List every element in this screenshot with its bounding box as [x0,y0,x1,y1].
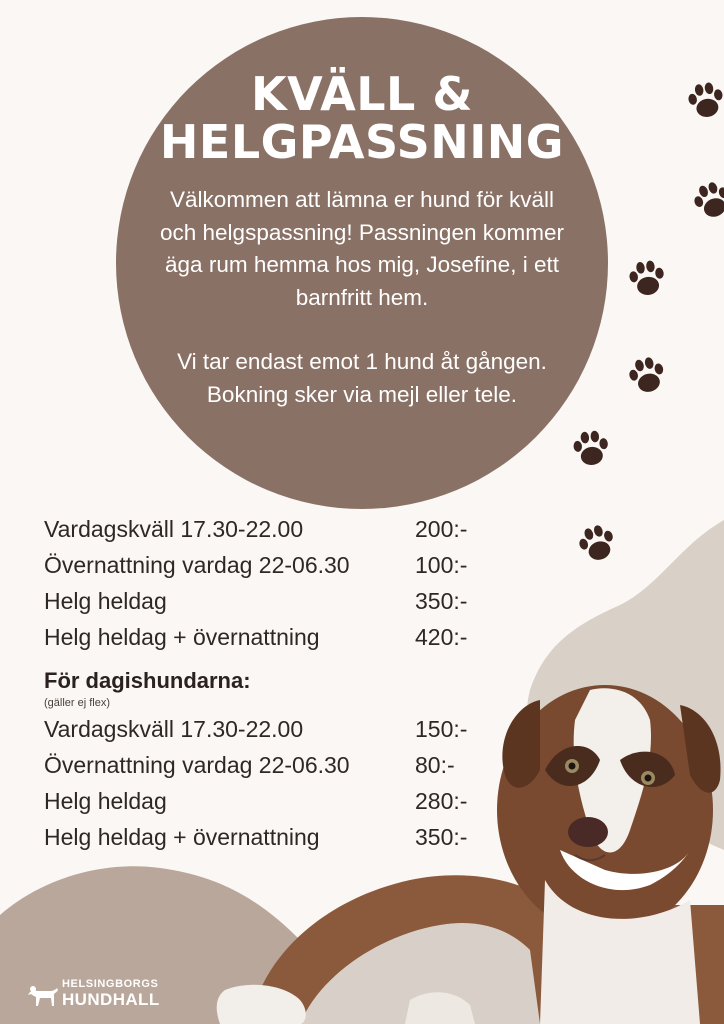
price-value: 150:- [415,716,468,742]
price-list-regular [44,511,524,655]
price-row [44,547,524,583]
price-row [44,747,524,783]
title-line-1: KVÄLL & [251,67,473,121]
logo-line-1: HELSINGBORGS [62,978,159,990]
paw-print-icon [683,77,724,123]
price-label: Helg heldag [44,788,167,814]
price-value: 350:- [415,824,468,850]
price-value: 80:- [415,752,455,778]
price-row [44,619,524,655]
paw-print-icon [569,426,613,470]
logo-line-2: HUNDHALL [62,990,160,1009]
title-line-2: HELGPASSNING [159,115,565,169]
intro-text [160,184,564,411]
price-value: 420:- [415,624,468,650]
dog-silhouette-icon [26,978,60,1012]
price-value: 280:- [415,788,468,814]
price-label: Vardagskväll 17.30-22.00 [44,716,304,742]
price-list-daycare [44,711,524,855]
price-row [44,583,524,619]
price-label: Helg heldag + övernattning [44,824,320,850]
price-value: 100:- [415,552,468,578]
price-row [44,511,524,547]
daycare-section-title: För dagishundarna: [44,668,251,693]
price-label: Helg heldag [44,588,167,614]
price-value: 350:- [415,588,468,614]
price-row [44,819,524,855]
price-row [44,783,524,819]
intro-paragraph-2: Vi tar endast emot 1 hund åt gången. Bokning sker via mejl eller tele. [177,349,547,407]
price-label: Vardagskväll 17.30-22.00 [44,516,304,542]
paw-print-icon [624,255,669,300]
intro-paragraph-1: Välkommen att lämna er hund för kväll och helgspassning! Passningen kommer äga rum hemma hos mig, Josefine, i ett barnfritt hem. [160,187,564,310]
price-row [44,711,524,747]
price-label: Övernattning vardag 22-06.30 [44,552,350,578]
price-value: 200:- [415,516,468,542]
price-label: Helg heldag + övernattning [44,624,320,650]
page-title [116,67,608,169]
daycare-section-note: (gäller ej flex) [44,697,111,709]
price-label: Övernattning vardag 22-06.30 [44,752,350,778]
